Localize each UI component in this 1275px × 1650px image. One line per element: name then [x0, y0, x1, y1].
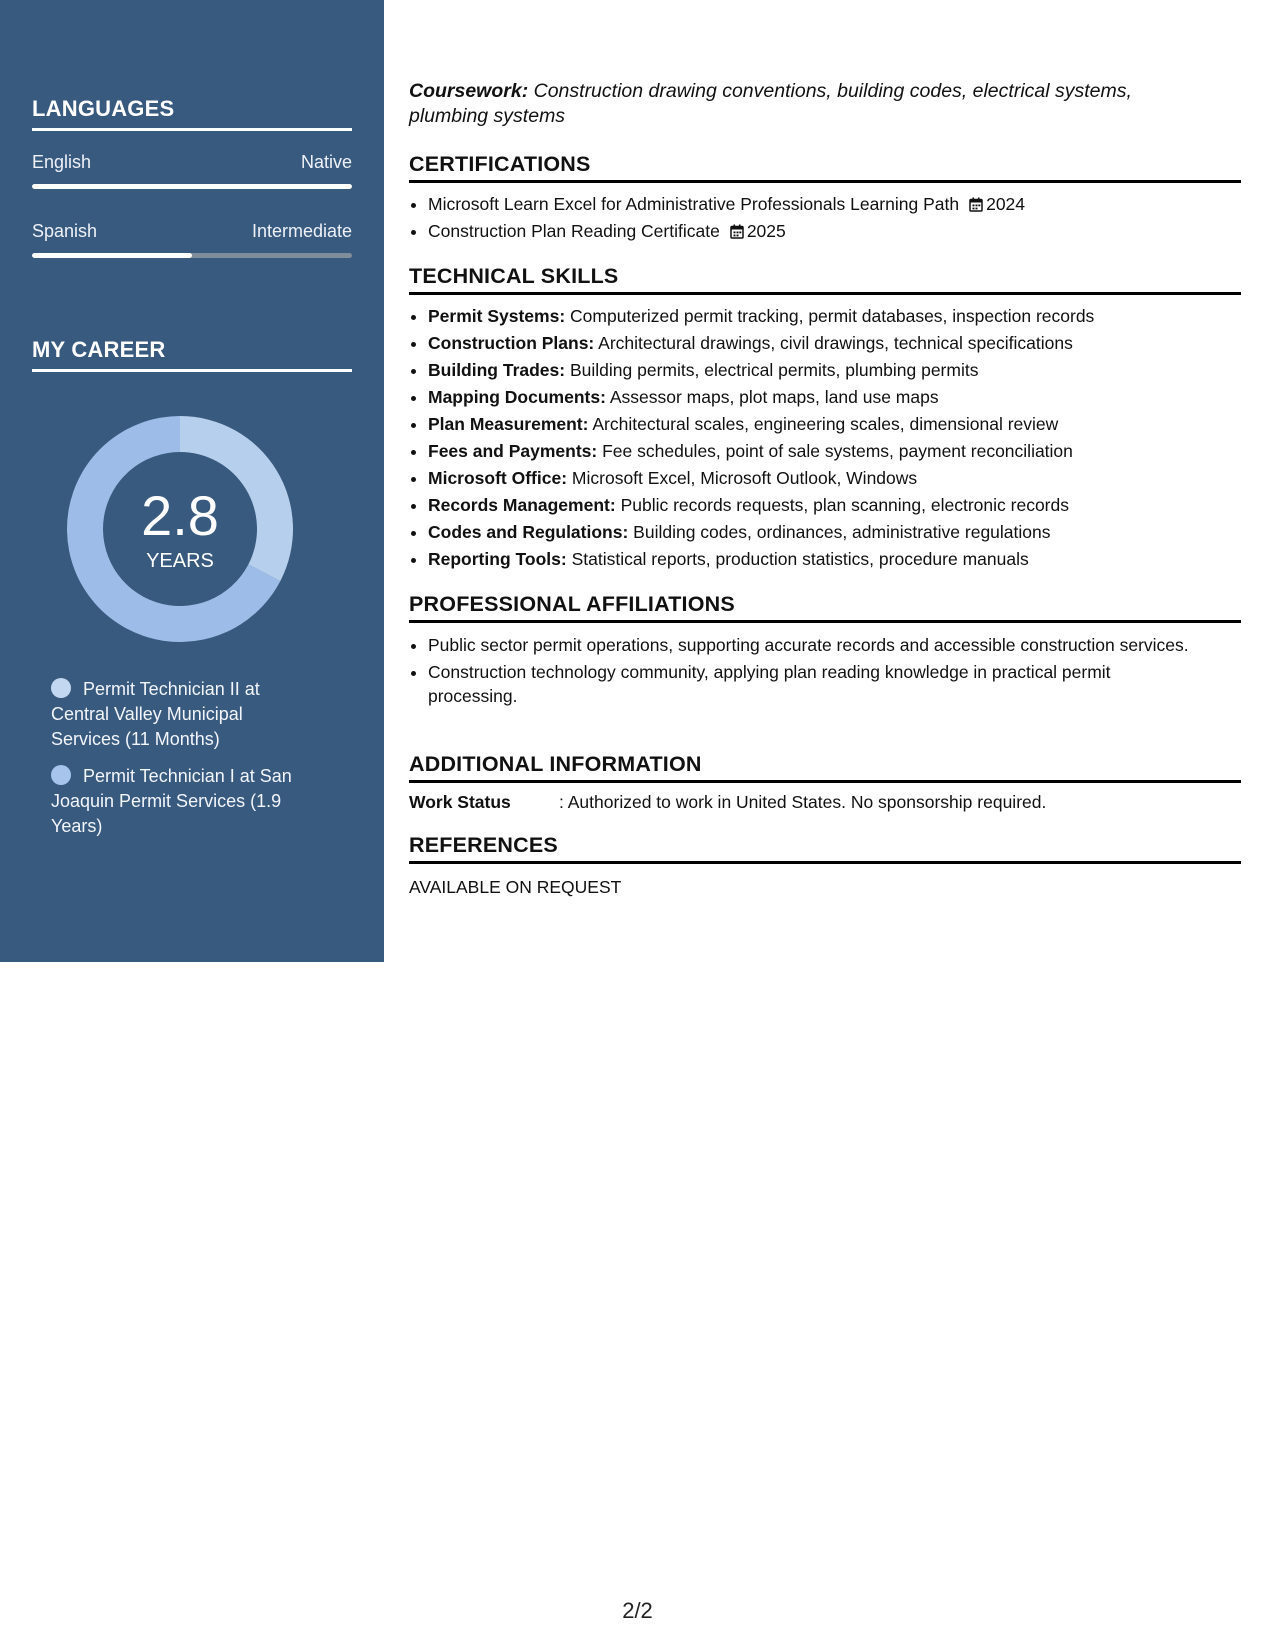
- career-item-text: Permit Technician I at San Joaquin Permit Services (1.9 Years): [51, 766, 292, 836]
- affiliations-heading: PROFESSIONAL AFFILIATIONS: [409, 592, 1241, 623]
- career-donut-chart: [67, 416, 293, 642]
- donut-center: [67, 416, 293, 642]
- list-item: [428, 191, 1228, 218]
- legend-dot-icon: [51, 678, 71, 698]
- language-bar-english: [32, 184, 352, 189]
- calendar-icon: [969, 197, 983, 212]
- language-name: Spanish: [32, 221, 98, 241]
- page-number: 2/2: [622, 1598, 653, 1623]
- skill-text: Architectural drawings, civil drawings, technical specifications: [598, 333, 1073, 353]
- skill-text: Statistical reports, production statistics, procedure manuals: [571, 549, 1029, 569]
- language-level: Intermediate: [251, 221, 352, 241]
- skill-label: Fees and Payments:: [428, 441, 598, 461]
- certifications-heading: CERTIFICATIONS: [409, 152, 1241, 183]
- work-status-value: : Authorized to work in United States. No sponsorship required.: [559, 792, 1047, 812]
- skill-label: Plan Measurement:: [428, 414, 589, 434]
- skill-label: Records Management:: [428, 495, 616, 515]
- skill-text: Public records requests, plan scanning, electronic records: [620, 495, 1069, 515]
- coursework-text: Construction drawing conventions, building codes, electrical systems, plumbing systems: [409, 80, 1132, 127]
- skill-label: Construction Plans:: [428, 333, 595, 353]
- list-item: [428, 384, 1228, 411]
- list-item: [428, 438, 1228, 465]
- references-heading: REFERENCES: [409, 833, 1241, 864]
- coursework: [409, 79, 1199, 129]
- skill-label: Building Trades:: [428, 360, 566, 380]
- certification-name: Construction Plan Reading Certificate: [428, 221, 720, 241]
- career-item: [51, 764, 311, 839]
- career-heading: MY CAREER: [32, 337, 352, 372]
- work-status-label: Work Status: [409, 792, 511, 812]
- calendar-icon: [730, 224, 744, 239]
- language-bar-spanish: [32, 253, 352, 258]
- skill-label: Permit Systems:: [428, 306, 566, 326]
- list-item: [428, 411, 1228, 438]
- list-item: [428, 218, 1228, 245]
- references-text: AVAILABLE ON REQUEST: [409, 877, 622, 897]
- career-total-value: 2.8: [141, 484, 219, 547]
- language-level: Native: [300, 152, 352, 172]
- certification-year: 2024: [986, 194, 1026, 214]
- list-item: [428, 303, 1228, 330]
- skill-text: Computerized permit tracking, permit databases, inspection records: [570, 306, 1095, 326]
- languages-heading: LANGUAGES: [32, 96, 352, 131]
- certification-year: 2025: [746, 221, 786, 241]
- technical-skills-heading: TECHNICAL SKILLS: [409, 264, 1241, 295]
- skill-text: Microsoft Excel, Microsoft Outlook, Windows: [571, 468, 918, 488]
- list-item: • Public sector permit operations, supporting accurate records and accessible construction services.: [428, 633, 1198, 658]
- list-item: [428, 519, 1228, 546]
- skill-label: Mapping Documents:: [428, 387, 606, 407]
- skill-text: Building codes, ordinances, administrative regulations: [633, 522, 1051, 542]
- career-item: [51, 677, 311, 752]
- coursework-label: Coursework:: [409, 80, 529, 102]
- list-item: • Construction technology community, applying plan reading knowledge in practical permit processing.: [428, 660, 1198, 709]
- list-item: [428, 465, 1228, 492]
- skill-label: Reporting Tools:: [428, 549, 567, 569]
- certifications-list: [409, 191, 1228, 245]
- list-item: [428, 330, 1228, 357]
- list-item: [428, 357, 1228, 384]
- technical-skills-list: [409, 303, 1228, 573]
- certification-name: Microsoft Learn Excel for Administrative Professionals Learning Path: [428, 194, 960, 214]
- additional-info-heading: ADDITIONAL INFORMATION: [409, 752, 1241, 783]
- language-name: English: [32, 152, 92, 172]
- work-status-row: [409, 792, 1046, 813]
- skill-text: Architectural scales, engineering scales, dimensional review: [592, 414, 1059, 434]
- legend-dot-icon: [51, 765, 71, 785]
- skill-text: Building permits, electrical permits, plumbing permits: [569, 360, 979, 380]
- skill-text: Assessor maps, plot maps, land use maps: [609, 387, 939, 407]
- list-item: [428, 492, 1228, 519]
- language-bar-fill: [32, 184, 352, 189]
- career-total-unit: YEARS: [146, 550, 214, 572]
- affiliations-list: [409, 633, 1198, 711]
- career-item-text: Permit Technician II at Central Valley Municipal Services (11 Months): [51, 679, 260, 749]
- skill-label: Codes and Regulations:: [428, 522, 629, 542]
- list-item: [428, 546, 1228, 573]
- sidebar: [0, 0, 384, 962]
- skill-label: Microsoft Office:: [428, 468, 568, 488]
- language-bar-fill: [32, 253, 192, 258]
- skill-text: Fee schedules, point of sale systems, payment reconciliation: [602, 441, 1073, 461]
